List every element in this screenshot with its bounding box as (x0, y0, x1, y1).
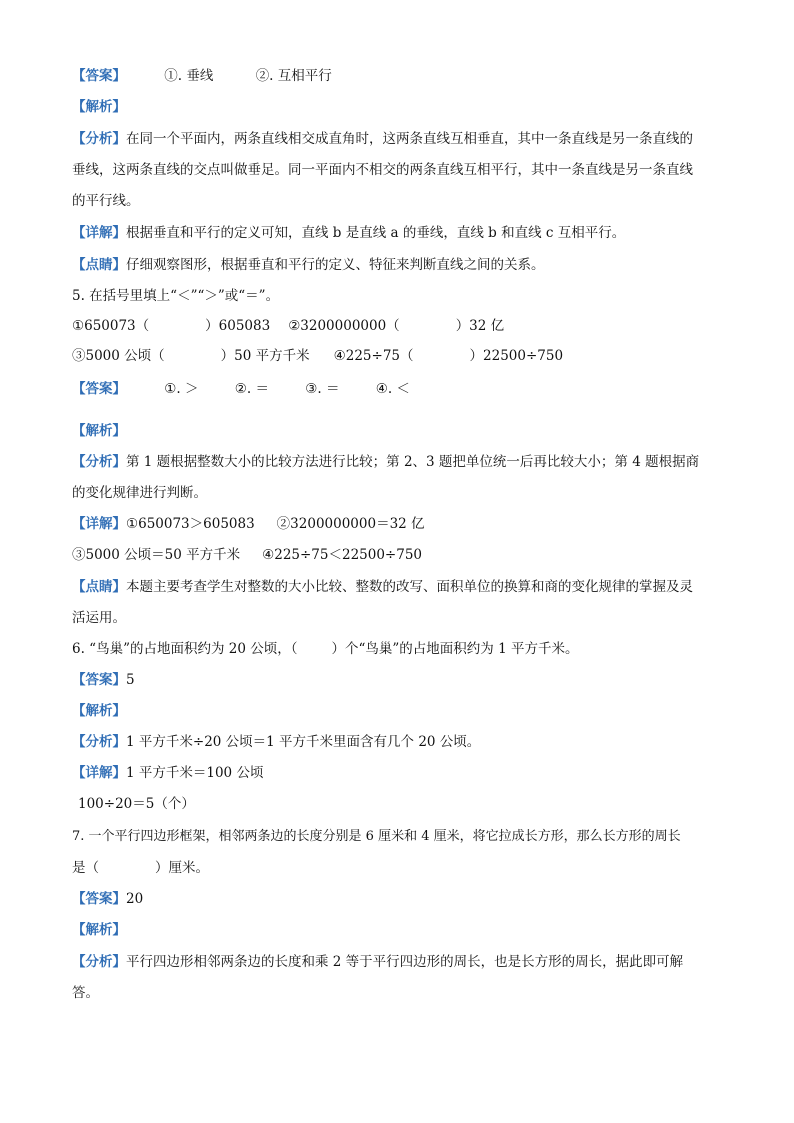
analysis-tag: 【解析】 (72, 99, 126, 115)
q6-question (72, 639, 578, 659)
xiangjie-text: ②3200000000＝32 亿 (276, 516, 425, 532)
q5-answer-line (72, 379, 410, 399)
fenxi-text: 答。 (72, 985, 99, 1001)
answer-tag: 【答案】 (72, 381, 126, 397)
q4-fenxi-line (72, 129, 693, 149)
answer-tag: 【答案】 (72, 672, 126, 688)
fenxi-text: 平行四边形相邻两条边的长度和乘 2 等于平行四边形的周长，也是长方形的周长，据此即可解 (126, 954, 684, 970)
fenxi-text: 在同一个平面内，两条直线相交成直角时，这两条直线互相垂直，其中一条直线是另一条直线的 (126, 131, 693, 147)
xiangjie-text: ④225÷75＜22500÷750 (262, 547, 423, 563)
q5-row1 (72, 316, 504, 336)
compare-left: ③5000 公顷（ (72, 348, 165, 364)
q5-xiangjie-line (72, 545, 422, 565)
q7-question (72, 858, 209, 878)
answer-item: ③. ＝ (305, 381, 340, 397)
calc-text: 100÷20＝5（个） (78, 796, 195, 812)
fenxi-text: 的平行线。 (72, 193, 140, 209)
q5-dianjing-line (72, 608, 126, 628)
compare-right: ）50 平方千米 (220, 348, 310, 364)
q6-calc-line (78, 794, 195, 814)
question-text: ）个“鸟巢”的占地面积约为 1 平方千米。 (331, 641, 579, 657)
answer-item: ②. 互相平行 (255, 68, 332, 84)
answer-tag: 【答案】 (72, 68, 126, 84)
answer-item: ④. ＜ (375, 381, 410, 397)
compare-right: ）605083 (205, 318, 271, 334)
analysis-tag: 【解析】 (72, 423, 126, 439)
answer-item: ①. ＞ (164, 381, 199, 397)
fenxi-tag: 【分析】 (72, 734, 126, 750)
fenxi-text: 的变化规律进行判断。 (72, 485, 207, 501)
question-text: 7. 一个平行四边形框架，相邻两条边的长度分别是 6 厘米和 4 厘米，将它拉成长方形，那么长方形的周长 (72, 829, 681, 844)
dianjing-text: 本题主要考查学生对整数的大小比较、整数的改写、面积单位的换算和商的变化规律的掌握及灵 (126, 579, 693, 595)
q7-analysis-heading (72, 920, 126, 940)
xiangjie-tag: 【详解】 (72, 516, 126, 532)
answer-value: 5 (126, 672, 135, 688)
compare-left: ④225÷75（ (333, 348, 414, 364)
xiangjie-tag: 【详解】 (72, 225, 126, 241)
q6-answer-line (72, 670, 135, 690)
fenxi-text: 垂线，这两条直线的交点叫做垂足。同一平面内不相交的两条直线互相平行，其中一条直线是另一条直线 (72, 162, 693, 178)
xiangjie-text: ③5000 公顷＝50 平方千米 (72, 547, 241, 563)
xiangjie-tag: 【详解】 (72, 765, 126, 781)
q7-answer-line (72, 889, 143, 909)
xiangjie-text: ①650073＞605083 (126, 516, 255, 532)
q6-analysis-heading (72, 701, 126, 721)
dianjing-text: 活运用。 (72, 610, 126, 626)
q5-row2 (72, 346, 563, 366)
dianjing-tag: 【点睛】 (72, 579, 126, 595)
q4-fenxi-line (72, 160, 693, 180)
q5-fenxi-line (72, 483, 207, 503)
question-text: 是（ (72, 860, 99, 876)
compare-left: ①650073（ (72, 318, 150, 334)
answer-item: ①. 垂线 (164, 68, 214, 84)
q5-fenxi-line (72, 452, 699, 472)
fenxi-tag: 【分析】 (72, 454, 126, 470)
q4-xiangjie-line (72, 223, 625, 243)
question-text: 5. 在括号里填上“＜”“＞”或“＝”。 (72, 288, 280, 304)
analysis-tag: 【解析】 (72, 922, 126, 938)
q6-xiangjie-line (72, 763, 263, 783)
q6-fenxi-line (72, 732, 480, 752)
q5-question (72, 286, 279, 306)
q5-dianjing-line (72, 577, 693, 597)
compare-right: ）32 亿 (455, 318, 505, 334)
fenxi-tag: 【分析】 (72, 954, 126, 970)
q4-analysis-heading (72, 97, 126, 117)
fenxi-text: 第 1 题根据整数大小的比较方法进行比较；第 2、3 题把单位统一后再比较大小；第 4 题根据商 (126, 454, 700, 470)
answer-tag: 【答案】 (72, 891, 126, 907)
q4-answer-line (72, 66, 332, 86)
fenxi-tag: 【分析】 (72, 131, 126, 147)
analysis-tag: 【解析】 (72, 703, 126, 719)
xiangjie-text: 1 平方千米＝100 公顷 (126, 765, 264, 781)
answer-item: ②. ＝ (234, 381, 269, 397)
compare-left: ②3200000000（ (288, 318, 400, 334)
q5-analysis-heading (72, 421, 126, 441)
question-text: 6. “鸟巢”的占地面积约为 20 公顷，（ (72, 641, 298, 657)
q4-fenxi-line (72, 191, 140, 211)
dianjing-tag: 【点睛】 (72, 257, 126, 273)
q5-xiangjie-line (72, 514, 425, 534)
compare-right: ）22500÷750 (469, 348, 564, 364)
dianjing-text: 仔细观察图形，根据垂直和平行的定义、特征来判断直线之间的关系。 (126, 257, 545, 273)
q7-question (72, 827, 681, 847)
answer-value: 20 (126, 891, 144, 907)
q7-fenxi-line (72, 952, 683, 972)
q4-dianjing-line (72, 255, 545, 275)
fenxi-text: 1 平方千米÷20 公顷＝1 平方千米里面含有几个 20 公顷。 (126, 734, 481, 750)
q7-fenxi-line (72, 983, 99, 1003)
question-text: ）厘米。 (155, 860, 209, 876)
xiangjie-text: 根据垂直和平行的定义可知，直线 b 是直线 a 的垂线，直线 b 和直线 c 互相平行。 (126, 225, 626, 241)
